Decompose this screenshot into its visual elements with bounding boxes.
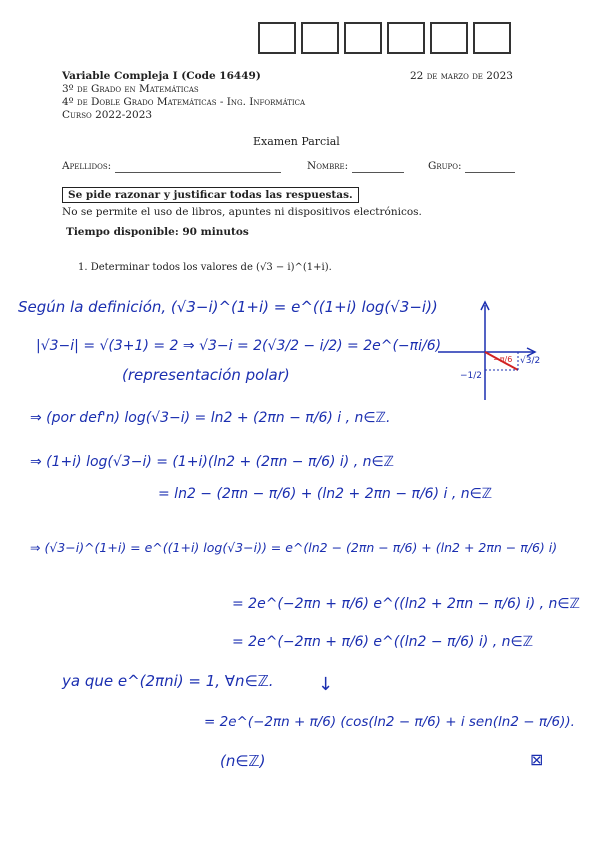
solution-line-9: = 2e^(−2πn + π/6) e^((ln2 − π/6) i) , n∈ℤ (232, 634, 534, 650)
course-year: Curso 2022-2023 (62, 109, 153, 121)
solution-line-6: = ln2 − (2πn − π/6) + (ln2 + 2πn − π/6) i , n∈ℤ (158, 486, 493, 502)
name-label: Nombre: (307, 160, 349, 172)
solution-line-4: ⇒ (por def'n) log(√3−i) = ln2 + (2πn − π/6) i , n∈ℤ. (30, 410, 391, 426)
solution-line-7: ⇒ (√3−i)^(1+i) = e^((1+i) log(√3−i)) = e^(ln2 − (2πn − π/6) + (ln2 + 2πn − π/6) i) (30, 540, 558, 555)
exam-title: Examen Parcial (253, 135, 340, 148)
solution-line-1: Según la definición, (√3−i)^(1+i) = e^((1+i) log(√3−i)) (18, 298, 438, 316)
double-degree-line: 4º de Doble Grado Matemáticas - Ing. Informática (62, 96, 306, 108)
y-label: −1/2 (460, 371, 483, 381)
grade-boxes (258, 22, 516, 54)
solution-line-3: (representación polar) (122, 366, 290, 384)
solution-line-5: ⇒ (1+i) log(√3−i) = (1+i)(ln2 + (2πn − π/6) i) , n∈ℤ (30, 454, 395, 470)
grade-box (344, 22, 382, 54)
grade-box (258, 22, 296, 54)
name-line[interactable] (352, 172, 404, 173)
grade-box (473, 22, 511, 54)
group-line[interactable] (465, 172, 515, 173)
group-label: Grupo: (428, 160, 462, 172)
name-field[interactable] (307, 160, 404, 173)
surname-label: Apellidos: (62, 160, 112, 172)
grade-box (387, 22, 425, 54)
down-arrow-icon: ↓ (318, 674, 334, 695)
solution-line-2: |√3−i| = √(3+1) = 2 ⇒ √3−i = 2(√3/2 − i/2) = 2e^(−πi/6) (36, 338, 442, 354)
angle-label: −π/6 (493, 355, 513, 364)
solution-line-12: (n∈ℤ) (220, 752, 266, 770)
degree-line: 3º de Grado en Matemáticas (62, 83, 199, 95)
qed-mark: ⊠ (530, 750, 544, 769)
solution-line-8: = 2e^(−2πn + π/6) e^((ln2 + 2πn − π/6) i) , n∈ℤ (232, 596, 580, 612)
x-label: √3/2 (520, 356, 540, 366)
grade-box (301, 22, 339, 54)
solution-line-11: = 2e^(−2πn + π/6) (cos(ln2 − π/6) + i sen(ln2 − π/6)). (204, 714, 575, 730)
surname-field[interactable] (62, 160, 281, 173)
surname-line[interactable] (115, 172, 281, 173)
solution-line-10: ya que e^(2πni) = 1, ∀n∈ℤ. (62, 672, 274, 690)
question-1: 1. Determinar todos los valores de (√3 − i)^(1+i). (78, 262, 332, 273)
instructions-box: Se pide razonar y justificar todas las respuestas. (62, 187, 359, 203)
group-field[interactable] (428, 160, 515, 173)
course-title: Variable Compleja I (Code 16449) (62, 70, 261, 82)
rules-line: No se permite el uso de libros, apuntes ni dispositivos electrónicos. (62, 206, 422, 218)
exam-date: 22 de marzo de 2023 (410, 70, 513, 82)
complex-plane-sketch (430, 300, 540, 410)
time-limit: Tiempo disponible: 90 minutos (66, 226, 249, 238)
grade-box (430, 22, 468, 54)
